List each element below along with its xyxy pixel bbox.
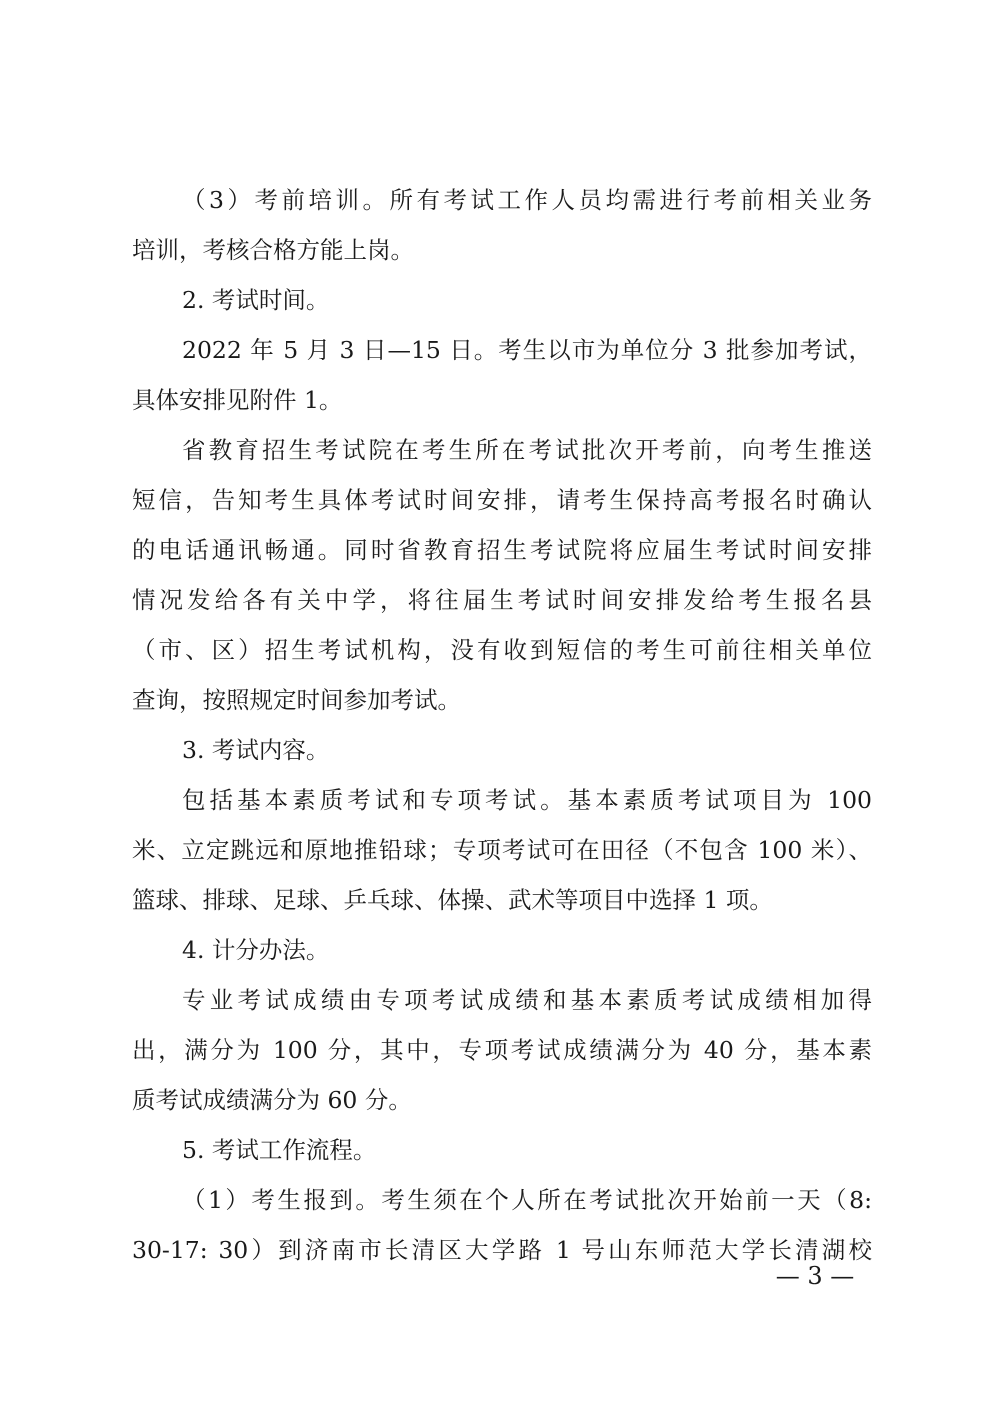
text-line-9: 情况发给各有关中学，将往届生考试时间安排发给考生报名县: [132, 586, 872, 614]
text-line-11: 查询，按照规定时间参加考试。: [132, 686, 461, 714]
text-line-5: 具体安排见附件 1。: [132, 386, 343, 414]
text-line-13: 包括基本素质考试和专项考试。基本素质考试项目为 100: [182, 786, 872, 814]
text-line-10: （市、区）招生考试机构，没有收到短信的考生可前往相关单位: [132, 636, 872, 664]
heading-workflow: 5. 考试工作流程。: [182, 1136, 377, 1164]
text-line-15: 篮球、排球、足球、乒乓球、体操、武术等项目中选择 1 项。: [132, 886, 773, 914]
heading-scoring: 4. 计分办法。: [182, 936, 330, 964]
heading-exam-time: 2. 考试时间。: [182, 286, 330, 314]
text-line-18: 出，满分为 100 分，其中，专项考试成绩满分为 40 分，基本素: [132, 1036, 872, 1064]
text-line-21: （1）考生报到。考生须在个人所在考试批次开始前一天（8:: [182, 1186, 872, 1214]
text-line-6: 省教育招生考试院在考生所在考试批次开考前，向考生推送: [182, 436, 872, 464]
text-line-2: 培训，考核合格方能上岗。: [132, 236, 414, 264]
text-line-8: 的电话通讯畅通。同时省教育招生考试院将应届生考试时间安排: [132, 536, 872, 564]
text-line-22: 30-17: 30）到济南市长清区大学路 1 号山东师范大学长清湖校: [132, 1236, 872, 1264]
text-line-1: （3）考前培训。所有考试工作人员均需进行考前相关业务: [182, 186, 872, 214]
heading-exam-content: 3. 考试内容。: [182, 736, 330, 764]
text-line-19: 质考试成绩满分为 60 分。: [132, 1086, 412, 1114]
text-line-7: 短信，告知考生具体考试时间安排，请考生保持高考报名时确认: [132, 486, 872, 514]
text-line-14: 米、立定跳远和原地推铅球；专项考试可在田径（不包含 100 米）、: [132, 836, 872, 864]
text-line-17: 专业考试成绩由专项考试成绩和基本素质考试成绩相加得: [182, 986, 872, 1014]
text-line-4: 2022 年 5 月 3 日—15 日。考生以市为单位分 3 批参加考试，: [182, 336, 872, 364]
page-number: — 3 —: [775, 1262, 855, 1290]
